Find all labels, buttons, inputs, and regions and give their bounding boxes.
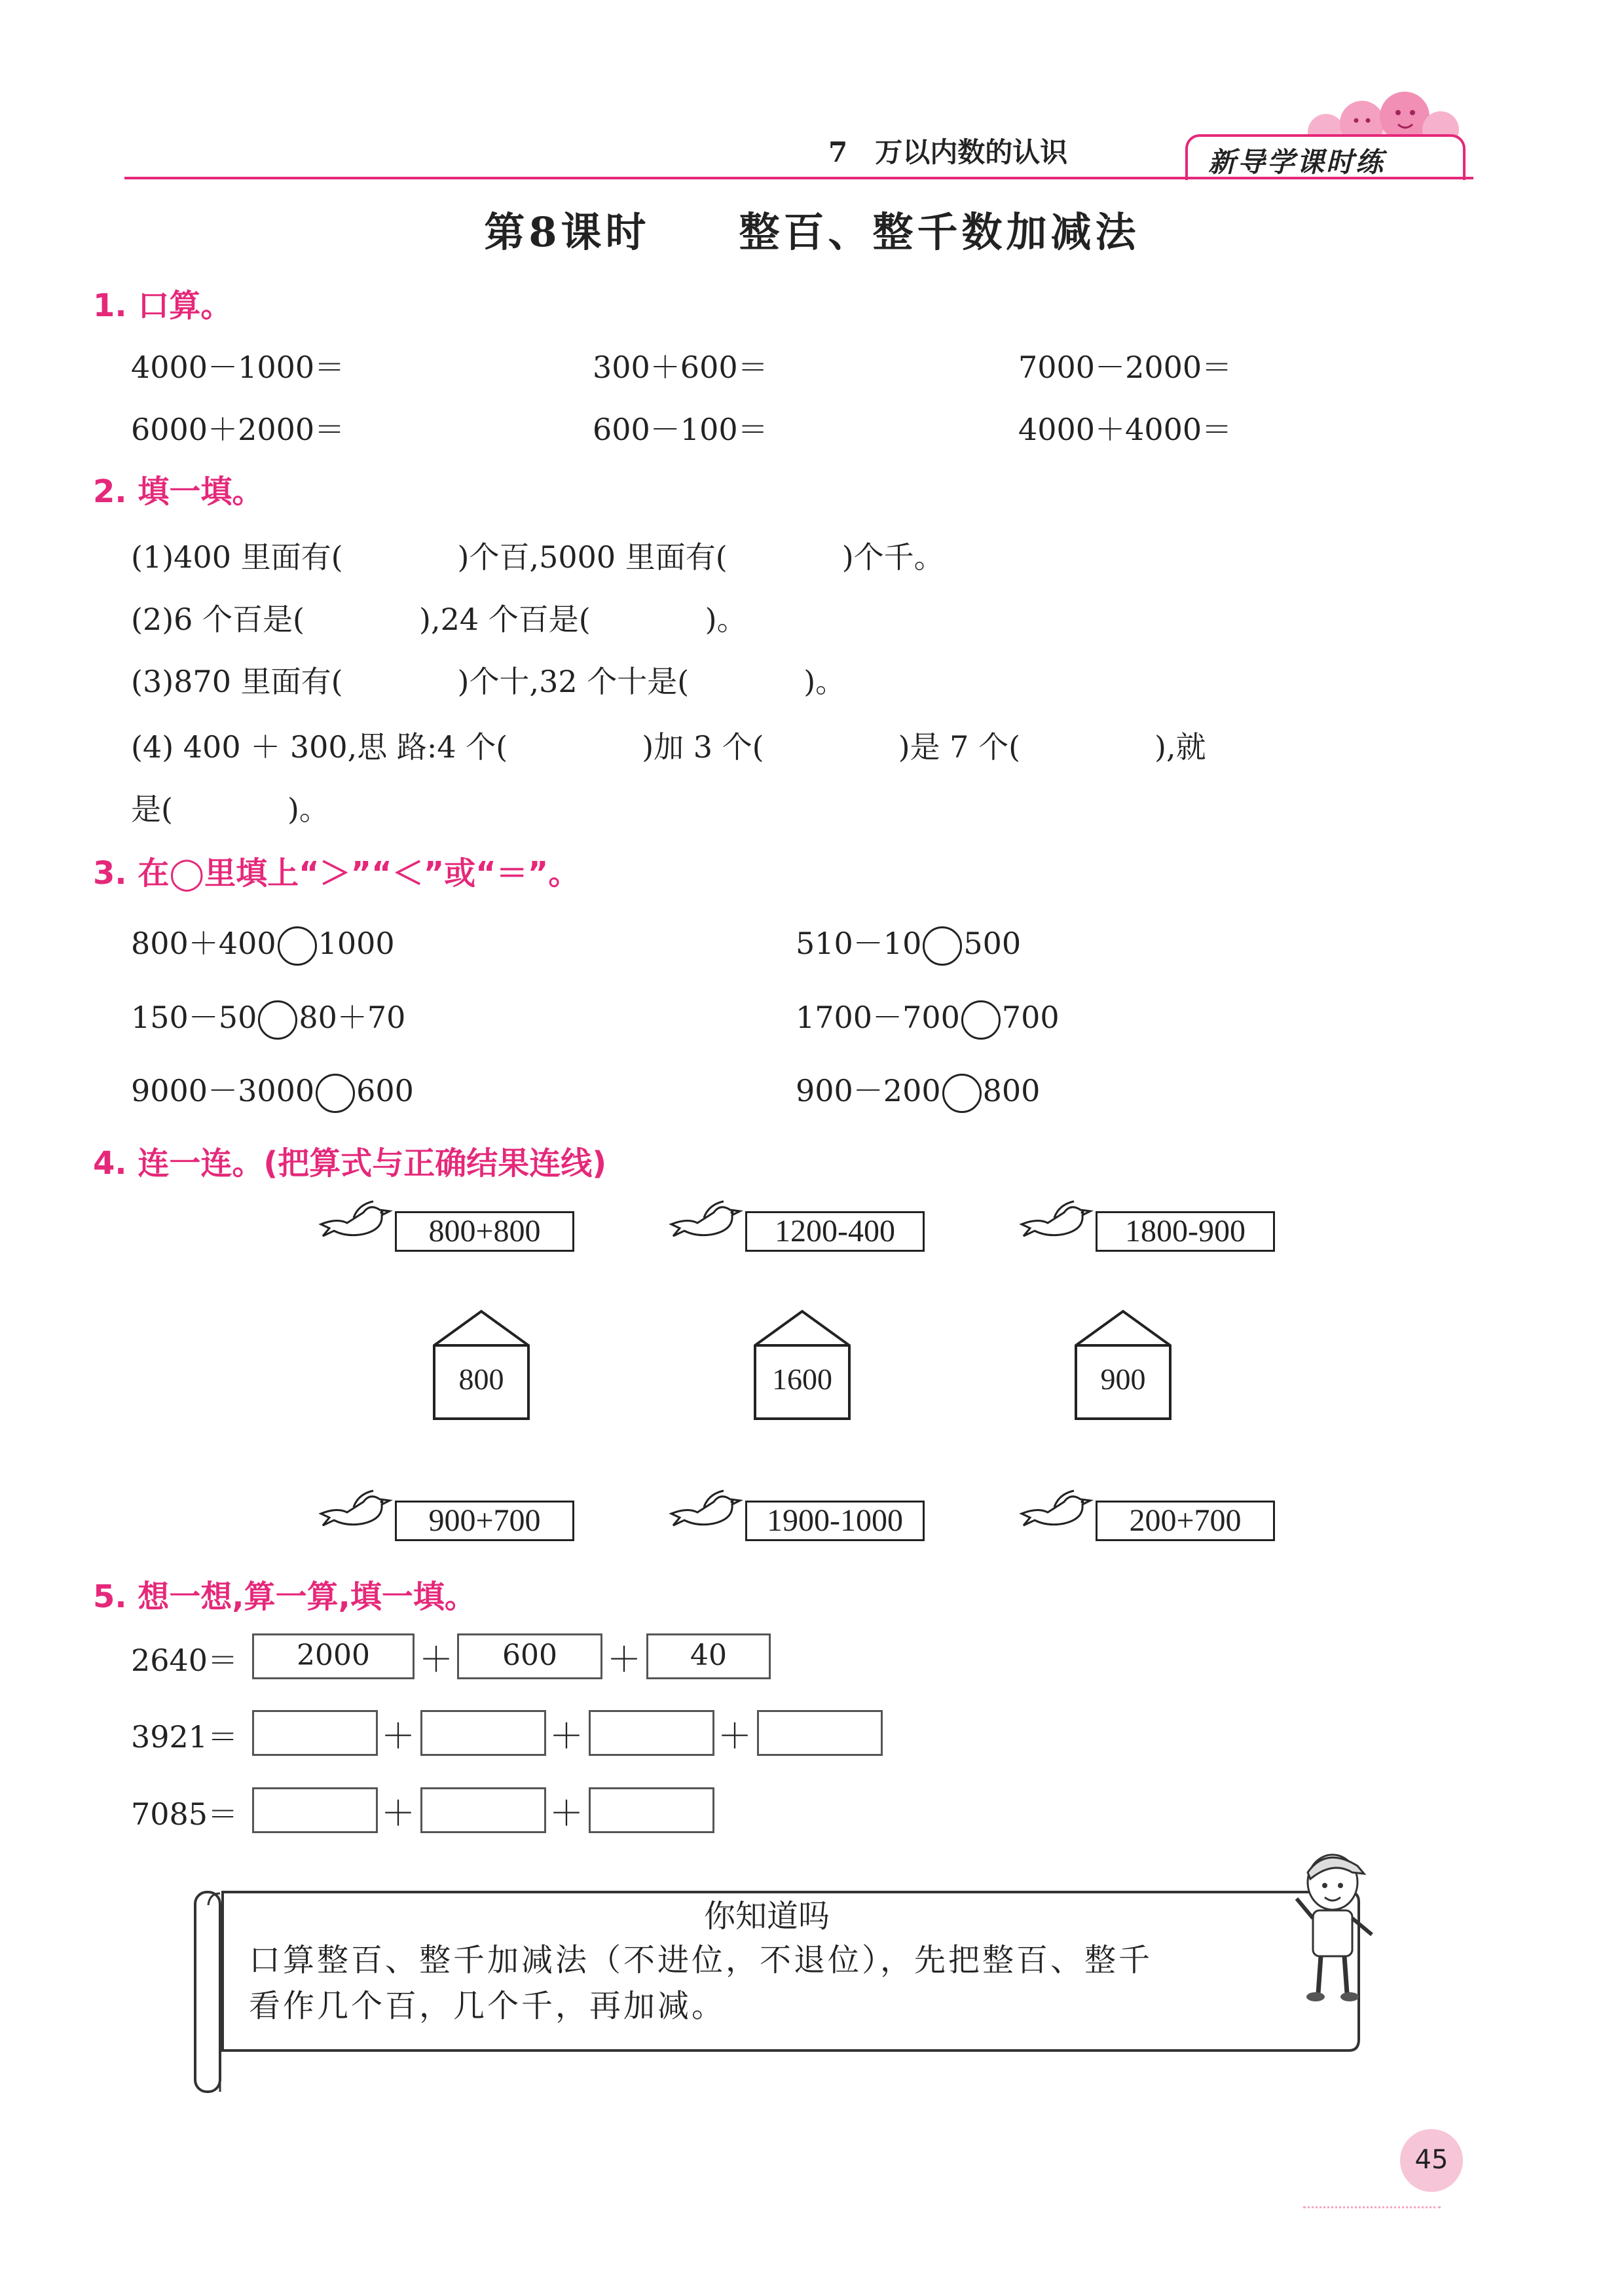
plus-sign: ＋ bbox=[607, 1641, 642, 1680]
compare-circle[interactable] bbox=[258, 1000, 297, 1040]
q2-text: )个百,5000 里面有( bbox=[457, 539, 728, 575]
plus-sign: ＋ bbox=[549, 1795, 584, 1834]
dove-icon bbox=[318, 1487, 395, 1533]
expr-box[interactable]: 800+800 bbox=[395, 1211, 574, 1252]
q1-item: 300＋600＝ bbox=[593, 350, 768, 385]
compare-right: 600 bbox=[356, 1073, 414, 1108]
dove-icon bbox=[668, 1487, 745, 1533]
answer-box[interactable] bbox=[420, 1710, 546, 1756]
q2-text: (1)400 里面有( bbox=[131, 539, 343, 575]
q2-text: )个十,32 个十是( bbox=[457, 664, 690, 699]
compare-item bbox=[796, 920, 1021, 966]
expr-box[interactable]: 200+700 bbox=[1096, 1501, 1275, 1541]
q5-row-label: 3921＝ bbox=[131, 1719, 238, 1755]
q2-text: )。 bbox=[803, 664, 846, 699]
compare-right: 1000 bbox=[318, 926, 395, 961]
q2-text: (3)870 里面有( bbox=[131, 664, 343, 699]
answer-box[interactable] bbox=[252, 1710, 378, 1756]
q2-text: )。 bbox=[287, 792, 329, 827]
compare-right: 80＋70 bbox=[299, 1000, 406, 1035]
dove-icon bbox=[668, 1198, 745, 1244]
q1-heading: 1. 口算。 bbox=[93, 287, 232, 324]
compare-circle[interactable] bbox=[923, 926, 962, 966]
compare-left: 510－10 bbox=[796, 926, 922, 961]
brand-name: 新导学课时练 bbox=[1208, 146, 1386, 178]
q2-text: (2)6 个百是( bbox=[131, 602, 304, 637]
q3-heading: 3. 在◯里填上“＞”“＜”或“＝”。 bbox=[93, 855, 580, 892]
plus-sign: ＋ bbox=[549, 1717, 584, 1757]
q2-line-1 bbox=[131, 534, 944, 577]
q1-item: 7000－2000＝ bbox=[1018, 350, 1232, 385]
footer-dotted-rule bbox=[1303, 2206, 1441, 2208]
q1-item: 600－100＝ bbox=[593, 412, 768, 447]
compare-circle[interactable] bbox=[278, 926, 317, 966]
answer-box[interactable] bbox=[589, 1787, 714, 1833]
q5-row-label: 2640＝ bbox=[131, 1643, 238, 1678]
plus-sign: ＋ bbox=[419, 1641, 454, 1680]
expr-box[interactable]: 1800-900 bbox=[1096, 1211, 1275, 1252]
q2-text: )加 3 个( bbox=[642, 729, 764, 765]
answer-box[interactable]: 40 bbox=[646, 1633, 771, 1679]
q2-line-4 bbox=[131, 723, 1206, 767]
compare-right: 800 bbox=[982, 1073, 1041, 1108]
compare-left: 800＋400 bbox=[131, 926, 276, 961]
answer-box[interactable]: 600 bbox=[457, 1633, 602, 1679]
q1-item: 4000－1000＝ bbox=[131, 350, 345, 385]
q2-text: 是( bbox=[131, 792, 173, 827]
compare-item bbox=[131, 920, 395, 966]
compare-item bbox=[796, 1067, 1040, 1113]
compare-circle[interactable] bbox=[316, 1074, 355, 1113]
q5-heading: 5. 想一想,算一算,填一填。 bbox=[93, 1578, 476, 1615]
q2-text: )。 bbox=[705, 602, 747, 637]
q2-line-5 bbox=[131, 786, 329, 829]
compare-item bbox=[796, 994, 1060, 1040]
compare-left: 9000－3000 bbox=[131, 1073, 315, 1108]
compare-right: 500 bbox=[963, 926, 1022, 961]
compare-left: 1700－700 bbox=[796, 1000, 960, 1035]
page-number: 45 bbox=[1414, 2145, 1449, 2175]
result-value: 900 bbox=[1100, 1362, 1146, 1396]
compare-item bbox=[131, 1067, 414, 1113]
compare-right: 700 bbox=[1001, 1000, 1060, 1035]
boy-illustration bbox=[1287, 1846, 1385, 2003]
q1-item: 6000＋2000＝ bbox=[131, 412, 345, 447]
compare-left: 150－50 bbox=[131, 1000, 257, 1035]
q4-heading: 4. 连一连。(把算式与正确结果连线) bbox=[93, 1145, 607, 1182]
compare-item bbox=[131, 994, 405, 1040]
answer-box[interactable] bbox=[589, 1710, 714, 1756]
result-value: 1600 bbox=[772, 1362, 832, 1396]
plus-sign: ＋ bbox=[381, 1717, 416, 1757]
q1-item: 4000＋4000＝ bbox=[1018, 412, 1232, 447]
expr-box[interactable]: 1900-1000 bbox=[745, 1501, 925, 1541]
q2-text: )是 7 个( bbox=[898, 729, 1021, 765]
dove-icon bbox=[318, 1198, 395, 1244]
q2-line-2 bbox=[131, 596, 747, 639]
q5-row-label: 7085＝ bbox=[131, 1796, 238, 1832]
compare-left: 900－200 bbox=[796, 1073, 941, 1108]
plus-sign: ＋ bbox=[718, 1717, 752, 1757]
expr-box[interactable]: 1200-400 bbox=[745, 1211, 925, 1252]
q2-text: ),24 个百是( bbox=[419, 602, 591, 637]
chapter-title: 7 万以内数的认识 bbox=[828, 136, 1068, 168]
dove-icon bbox=[1018, 1487, 1096, 1533]
answer-box[interactable] bbox=[757, 1710, 883, 1756]
tip-title: 你知道吗 bbox=[704, 1898, 830, 1935]
expr-box[interactable]: 900+700 bbox=[395, 1501, 574, 1541]
q2-heading: 2. 填一填。 bbox=[93, 473, 264, 510]
dove-icon bbox=[1018, 1198, 1096, 1244]
q2-text: (4) 400 ＋ 300,思 路:4 个( bbox=[131, 729, 508, 765]
result-value: 800 bbox=[458, 1362, 504, 1396]
answer-box[interactable]: 2000 bbox=[252, 1633, 415, 1679]
tip-text-line: 口算整百、整千加减法（不进位，不退位），先把整百、整千 bbox=[249, 1942, 1153, 1978]
answer-box[interactable] bbox=[420, 1787, 546, 1833]
q2-text: ),就 bbox=[1154, 729, 1206, 765]
answer-box[interactable] bbox=[252, 1787, 378, 1833]
q2-line-3 bbox=[131, 658, 845, 701]
plus-sign: ＋ bbox=[381, 1795, 416, 1834]
q2-text: )个千。 bbox=[841, 539, 944, 575]
compare-circle[interactable] bbox=[942, 1074, 982, 1113]
tip-text-line: 看作几个百，几个千，再加减。 bbox=[249, 1988, 726, 2024]
lesson-title: 第8课时 整百、整千数加减法 bbox=[484, 208, 1140, 256]
compare-circle[interactable] bbox=[961, 1000, 1001, 1040]
